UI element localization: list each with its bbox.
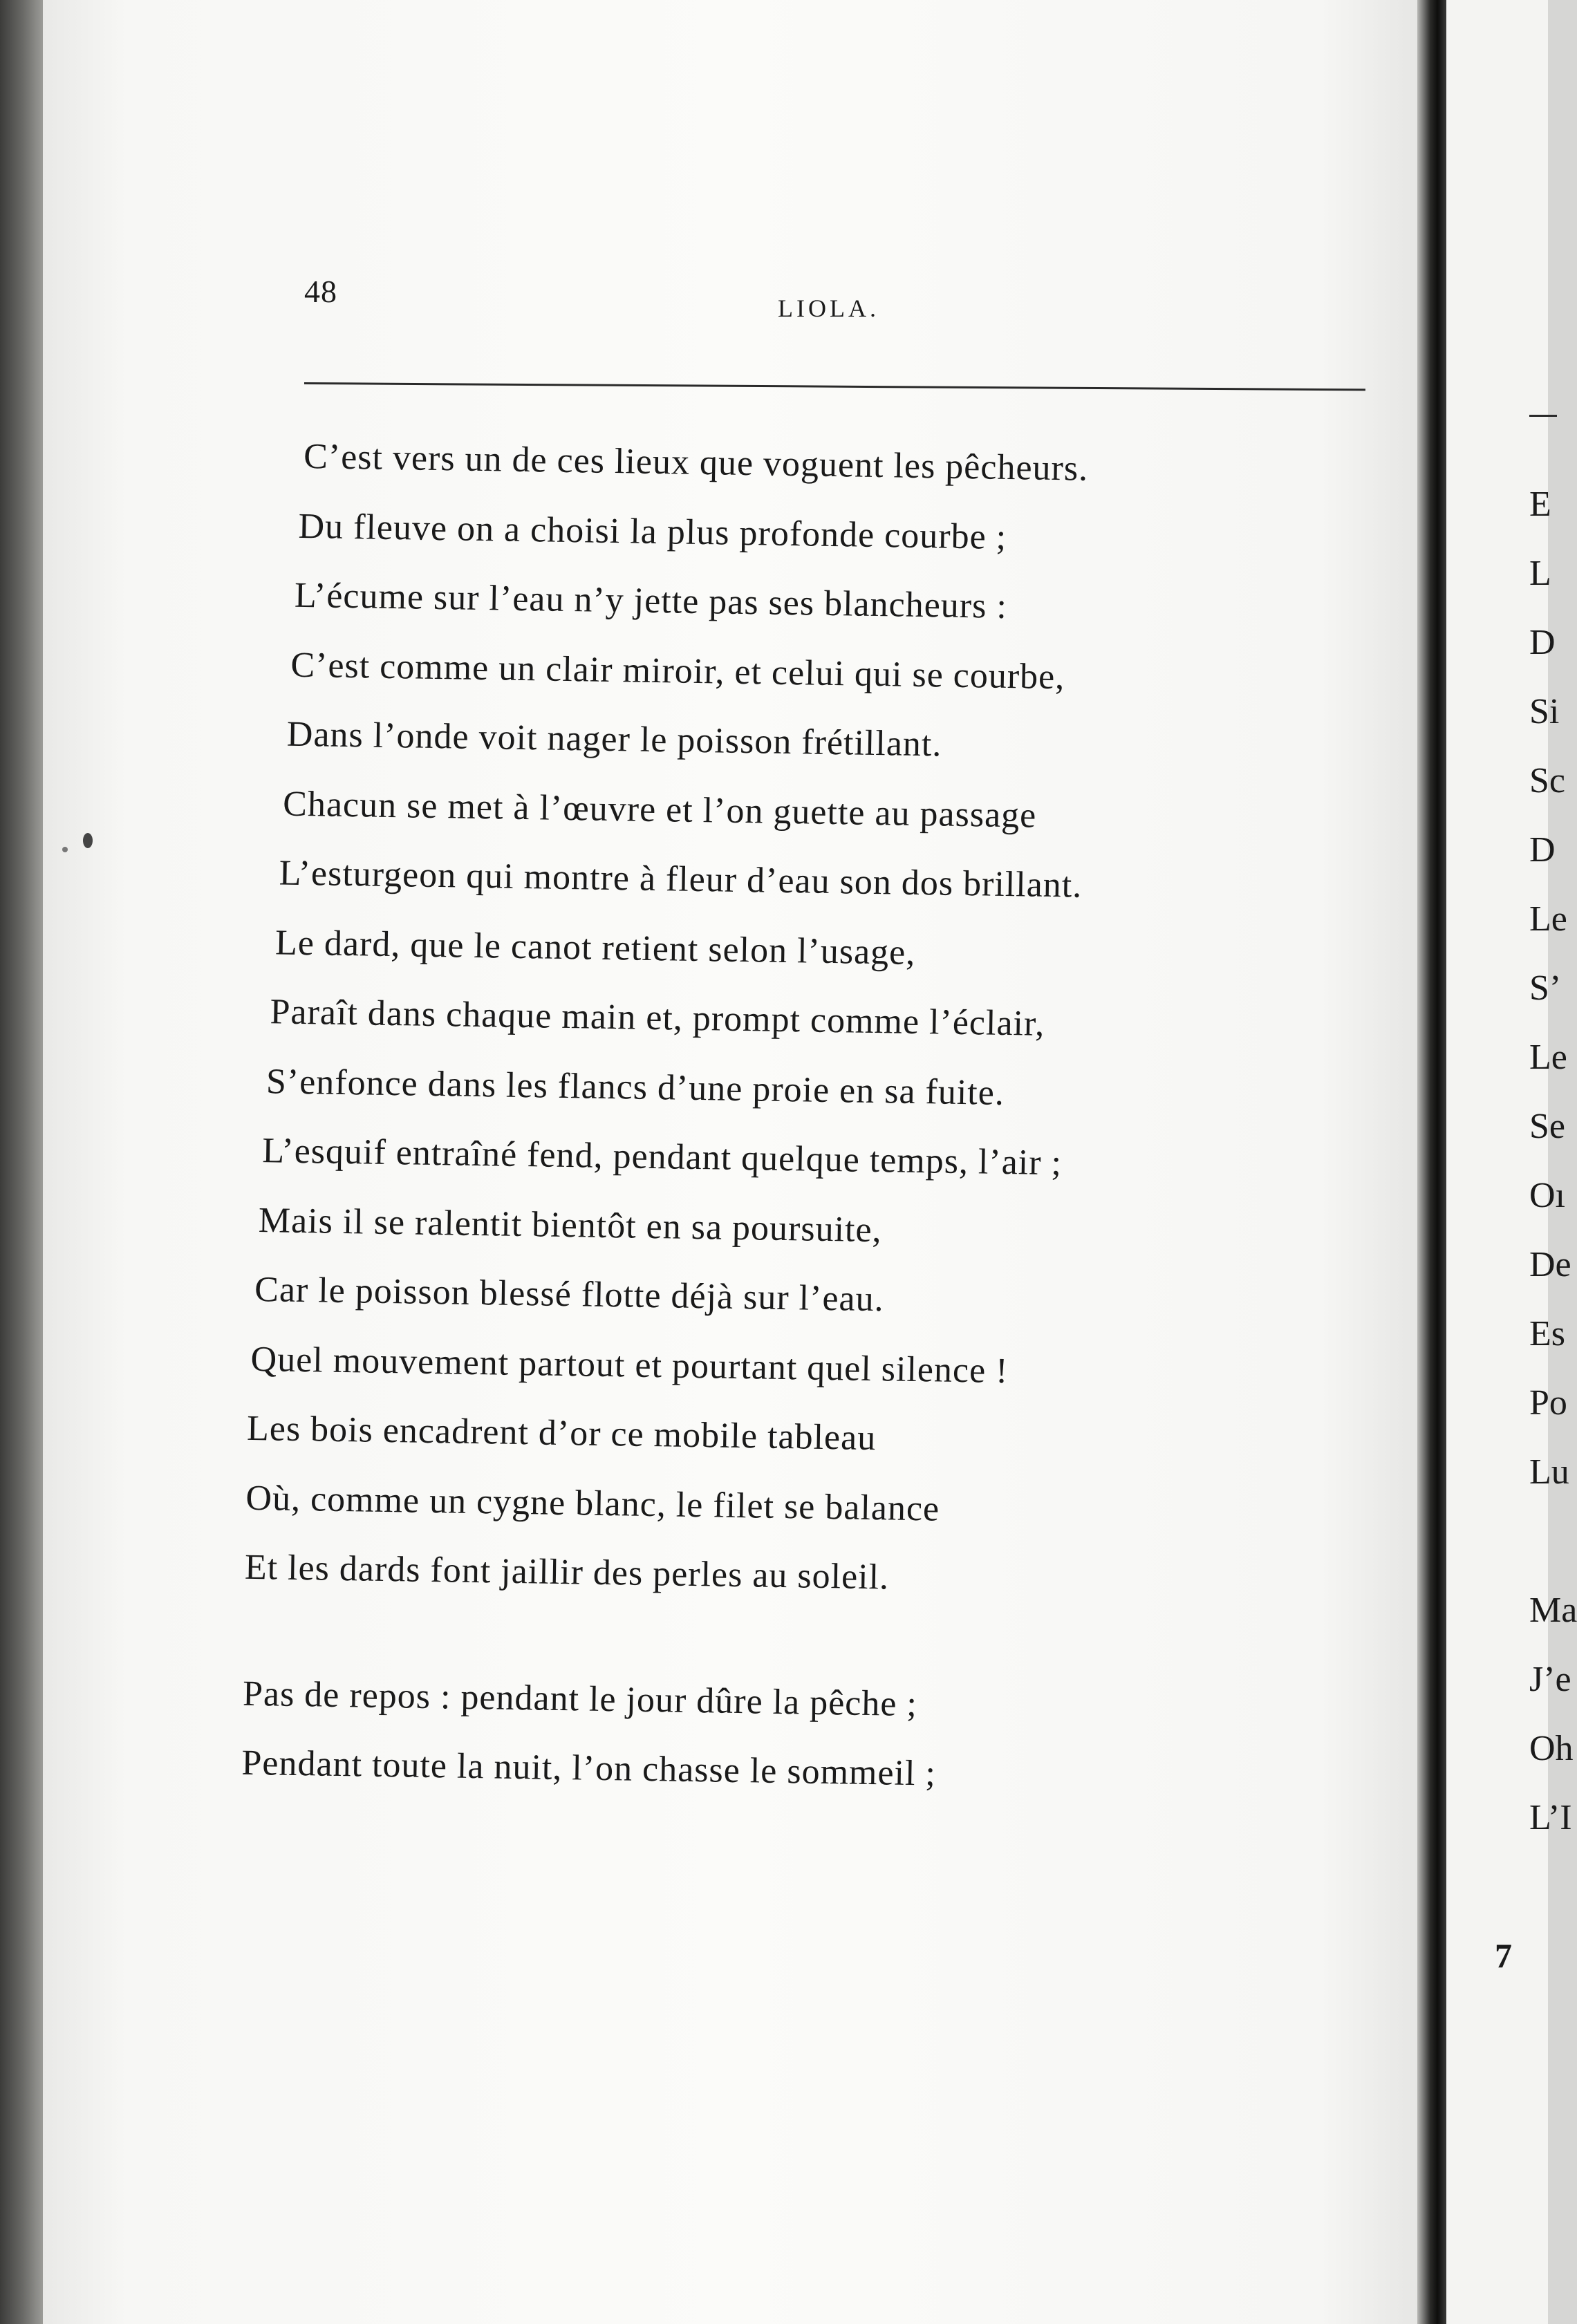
facing-page-number: 7: [1495, 1936, 1512, 1975]
facing-page: [1446, 0, 1577, 2324]
facing-line: L’I: [1529, 1798, 1572, 1837]
facing-line: Po: [1529, 1383, 1567, 1423]
poem-line: Quel mouvement partout et pourtant quel silence !: [250, 1339, 1009, 1391]
facing-line: De: [1529, 1245, 1571, 1284]
poem-line: Dans l’onde voit nager le poisson frétillant.: [286, 714, 942, 765]
facing-line: Oh: [1529, 1729, 1574, 1768]
poem-line: C’est comme un clair miroir, et celui qui se courbe,: [290, 645, 1065, 697]
poem-line: Pendant toute la nuit, l’on chasse le sommeil ;: [241, 1743, 937, 1794]
facing-line: J’e: [1529, 1660, 1571, 1699]
poem-line: Pas de repos : pendant le jour dûre la pêche ;: [242, 1674, 918, 1724]
poem-line: Et les dards font jaillir des perles au soleil.: [244, 1547, 890, 1597]
facing-line: Es: [1529, 1314, 1565, 1353]
facing-line: Le: [1529, 899, 1567, 939]
facing-page-lines: [1529, 470, 1577, 1853]
facing-line: S’: [1529, 968, 1562, 1008]
page-number: 48: [304, 274, 337, 309]
poem-line: Mais il se ralentit bientôt en sa poursuite,: [258, 1200, 883, 1250]
poem-line: L’esquif entraîné fend, pendant quelque temps, l’air ;: [261, 1131, 1063, 1183]
poem-line: Où, comme un cygne blanc, le filet se balance: [245, 1478, 940, 1529]
poem-line: Le dard, que le canot retient selon l’usage,: [274, 922, 916, 973]
facing-line: Si: [1529, 692, 1560, 731]
facing-line: D: [1529, 623, 1556, 662]
poem-line: S’enfonce dans les flancs d’une proie en sa fuite.: [265, 1061, 1005, 1113]
facing-line: Le: [1529, 1038, 1567, 1077]
facing-line: L: [1529, 554, 1551, 593]
poem-line: L’esturgeon qui montre à fleur d’eau son dos brillant.: [279, 853, 1083, 906]
facing-line: Oı: [1529, 1176, 1565, 1215]
facing-line: E: [1529, 485, 1551, 524]
facing-line: Lu: [1529, 1452, 1569, 1492]
poem-line: Paraît dans chaque main et, prompt comme l’éclair,: [270, 992, 1045, 1044]
facing-header-rule: [1529, 415, 1557, 417]
facing-line: Se: [1529, 1107, 1565, 1146]
facing-stanza-gap: [1529, 1507, 1577, 1576]
facing-line: Sc: [1529, 761, 1565, 800]
poem-line: Car le poisson blessé flotte déjà sur l’eau.: [254, 1269, 885, 1320]
poem-line: Du fleuve on a choisi la plus profonde courbe ;: [298, 506, 1007, 557]
facing-line: Ma: [1529, 1591, 1577, 1630]
running-title: LIOLA.: [778, 294, 879, 322]
poem-line: Chacun se met à l’œuvre et l’on guette au passage: [282, 784, 1037, 836]
facing-line: D: [1529, 830, 1556, 870]
poem-line: C’est vers un de ces lieux que voguent les pêcheurs.: [303, 436, 1089, 489]
poem-line: L’écume sur l’eau n’y jette pas ses blancheurs :: [294, 575, 1008, 626]
poem-line: Les bois encadrent d’or ce mobile tableau: [246, 1408, 877, 1459]
